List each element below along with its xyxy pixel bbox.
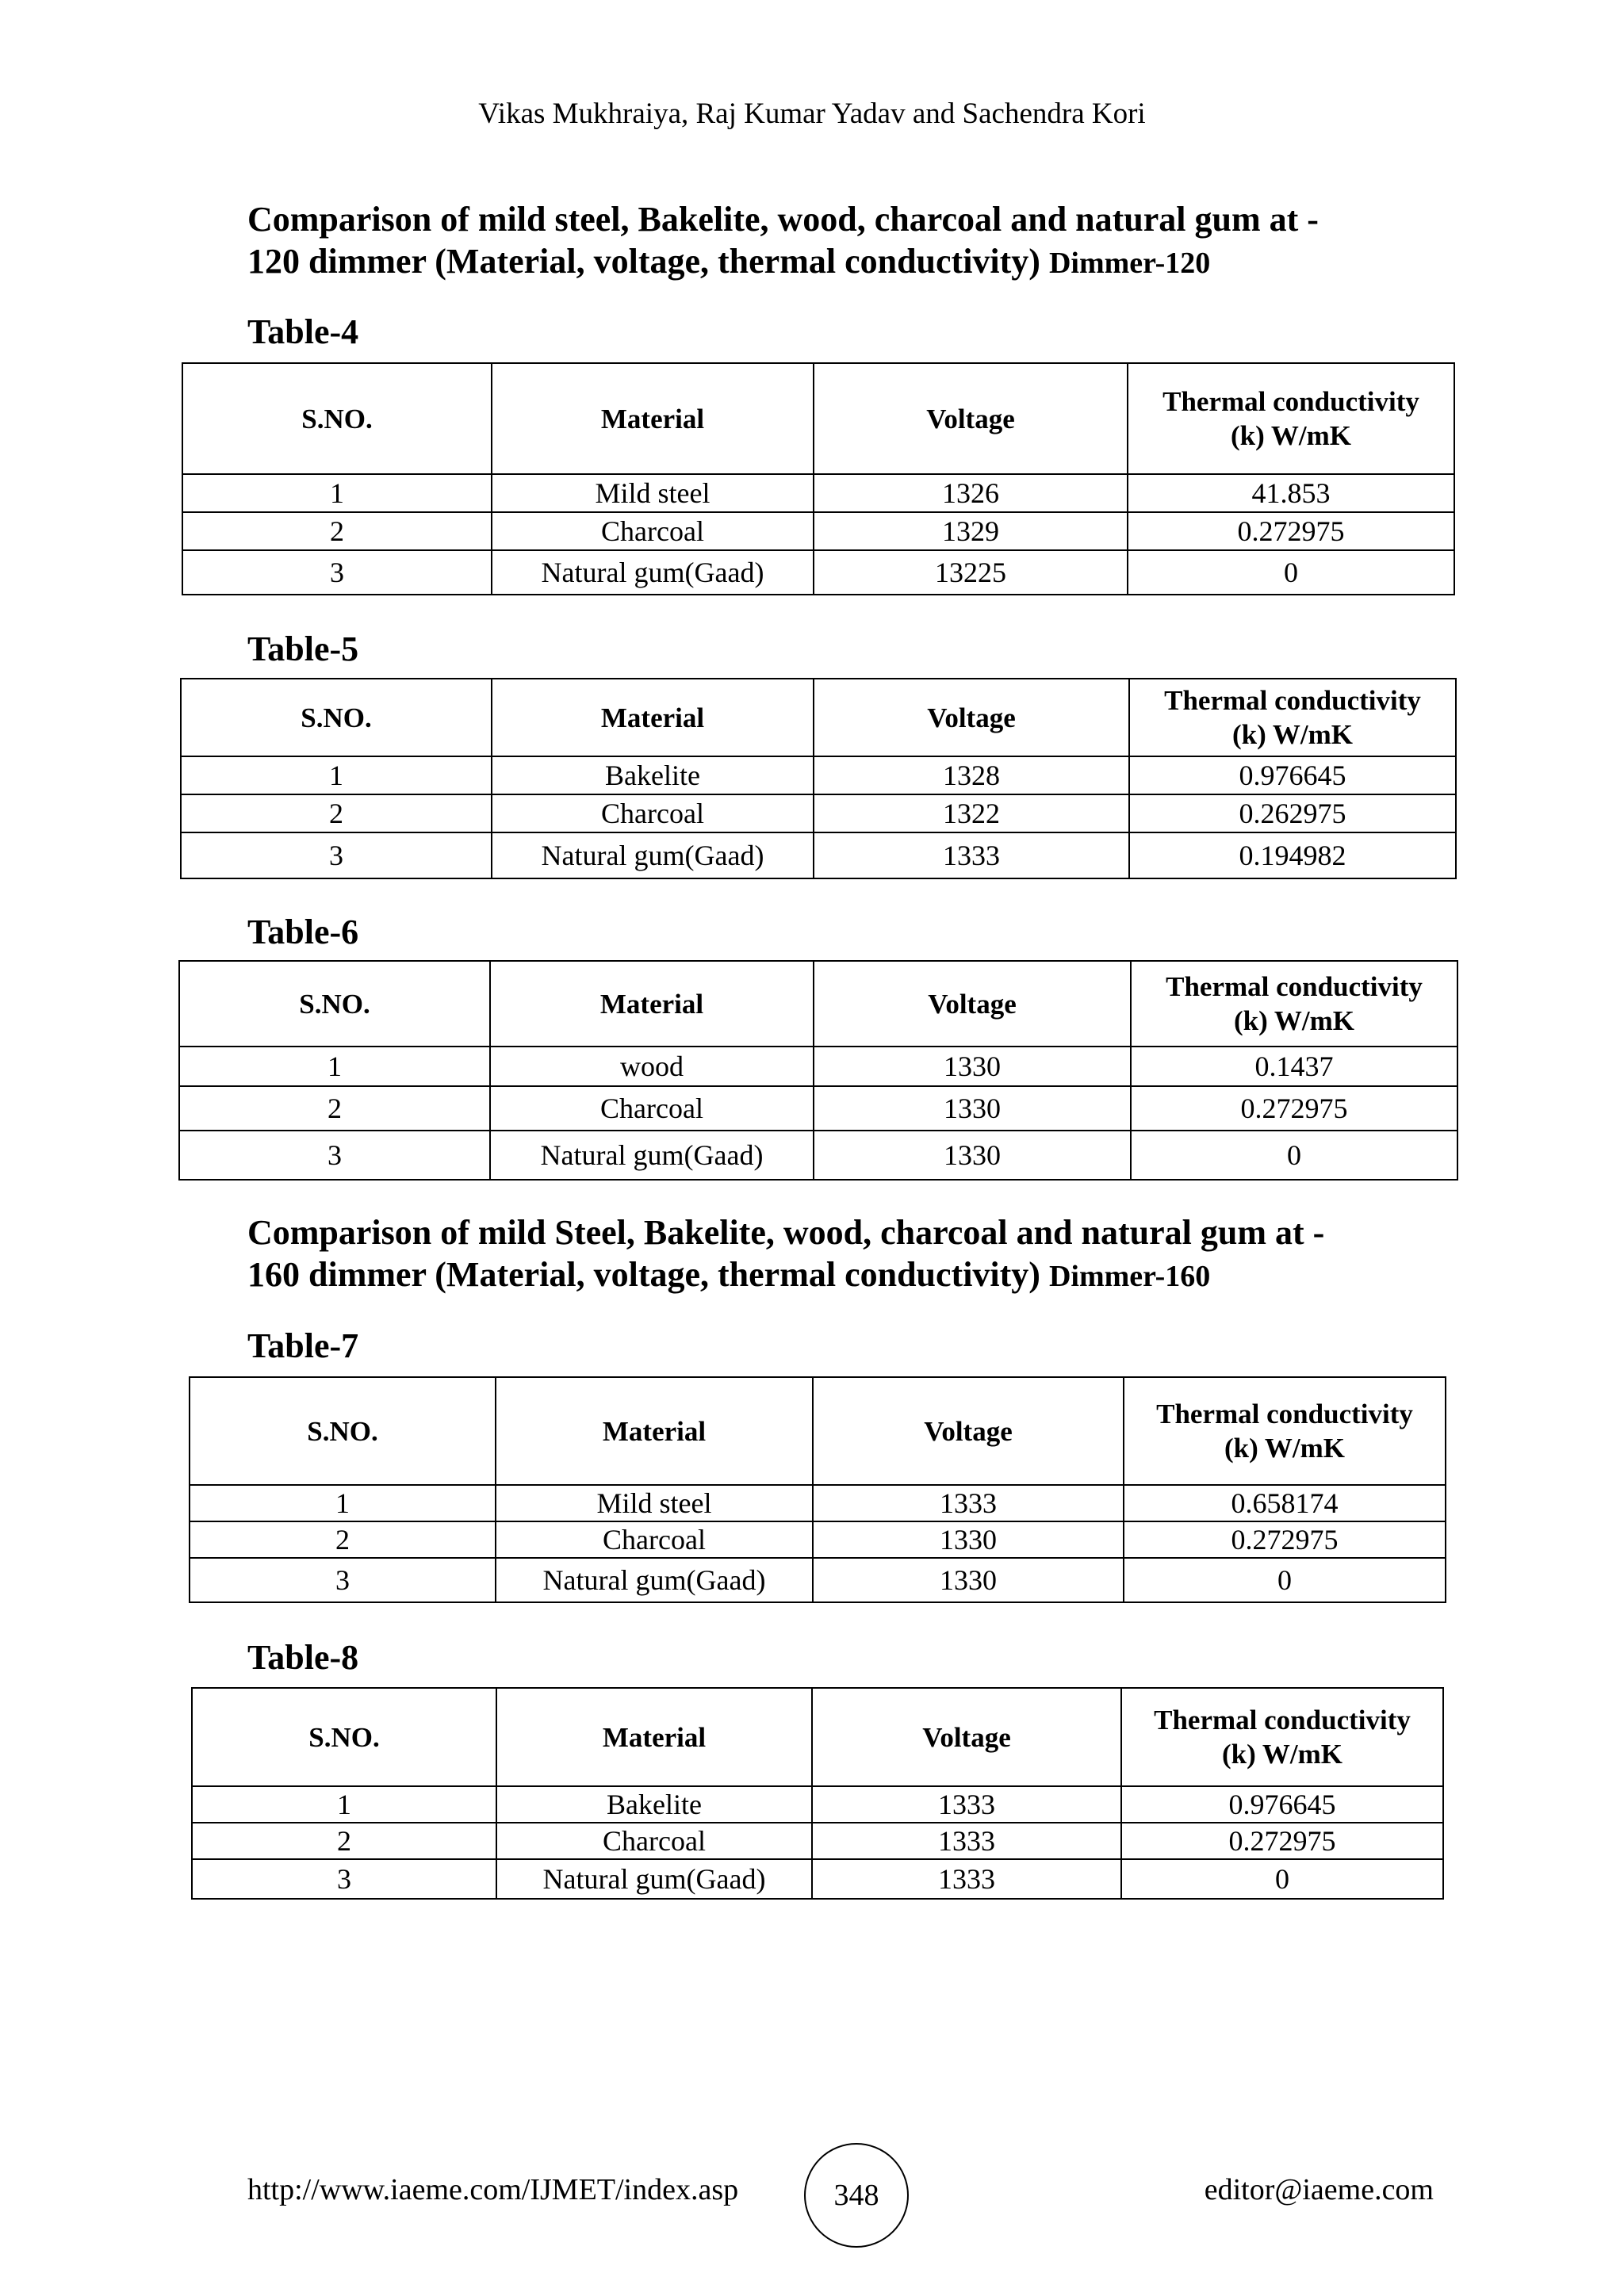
table-caption: Table-7 bbox=[247, 1326, 359, 1365]
cell-thermal-conductivity: 0.1437 bbox=[1131, 1047, 1457, 1086]
table-row bbox=[179, 1047, 1457, 1086]
column-header-voltage: Voltage bbox=[814, 363, 1128, 474]
cell-sno: 2 bbox=[179, 1086, 490, 1131]
table-row bbox=[181, 756, 1456, 794]
cell-sno: 3 bbox=[182, 550, 492, 595]
cell-voltage: 1333 bbox=[814, 832, 1129, 878]
cell-sno: 1 bbox=[190, 1485, 496, 1521]
table-caption: Table-6 bbox=[247, 913, 359, 951]
column-header-thermal-conductivity: Thermal conductivity (k) W/mK bbox=[1131, 961, 1457, 1047]
table-row bbox=[192, 1786, 1443, 1823]
cell-thermal-conductivity: 0 bbox=[1121, 1859, 1443, 1899]
table-row bbox=[181, 794, 1456, 832]
cell-material: Mild steel bbox=[492, 474, 814, 512]
table-header-row bbox=[181, 679, 1456, 756]
data-table-7 bbox=[189, 1376, 1446, 1603]
column-header-thermal-conductivity: Thermal conductivity (k) W/mK bbox=[1124, 1377, 1446, 1485]
data-table-4 bbox=[182, 362, 1455, 595]
cell-material: Mild steel bbox=[496, 1485, 813, 1521]
cell-material: Natural gum(Gaad) bbox=[492, 832, 814, 878]
column-header-sno: S.NO. bbox=[182, 363, 492, 474]
column-header-sno: S.NO. bbox=[179, 961, 490, 1047]
dimmer-label: Dimmer-120 bbox=[1048, 247, 1211, 280]
column-header-thermal-conductivity: Thermal conductivity (k) W/mK bbox=[1129, 679, 1456, 756]
column-header-material: Material bbox=[490, 961, 814, 1047]
column-header-sno: S.NO. bbox=[181, 679, 492, 756]
table-row bbox=[190, 1485, 1446, 1521]
cell-sno: 2 bbox=[181, 794, 492, 832]
cell-material: Charcoal bbox=[492, 512, 814, 550]
table-row bbox=[179, 1086, 1457, 1131]
table-row bbox=[192, 1859, 1443, 1899]
column-header-voltage: Voltage bbox=[813, 1377, 1124, 1485]
cell-voltage: 1330 bbox=[813, 1521, 1124, 1558]
cell-voltage: 1326 bbox=[814, 474, 1128, 512]
data-table-5 bbox=[180, 678, 1457, 879]
cell-voltage: 1330 bbox=[814, 1047, 1131, 1086]
data-table-8 bbox=[191, 1687, 1444, 1900]
cell-thermal-conductivity: 41.853 bbox=[1128, 474, 1454, 512]
cell-material: Charcoal bbox=[492, 794, 814, 832]
table-header-row bbox=[190, 1377, 1446, 1485]
column-header-thermal-conductivity: Thermal conductivity (k) W/mK bbox=[1121, 1688, 1443, 1786]
table-row bbox=[192, 1823, 1443, 1859]
cell-thermal-conductivity: 0 bbox=[1128, 550, 1454, 595]
table-row bbox=[179, 1131, 1457, 1180]
running-header-authors: Vikas Mukhraiya, Raj Kumar Yadav and Sachendra Kori bbox=[478, 98, 1146, 130]
cell-sno: 2 bbox=[192, 1823, 496, 1859]
table-row bbox=[182, 550, 1454, 595]
table-row bbox=[182, 474, 1454, 512]
cell-material: Charcoal bbox=[496, 1521, 813, 1558]
table-caption: Table-5 bbox=[247, 629, 359, 668]
cell-voltage: 1333 bbox=[812, 1859, 1121, 1899]
column-header-sno: S.NO. bbox=[192, 1688, 496, 1786]
cell-sno: 1 bbox=[181, 756, 492, 794]
cell-sno: 3 bbox=[179, 1131, 490, 1180]
column-header-material: Material bbox=[492, 679, 814, 756]
column-header-voltage: Voltage bbox=[814, 679, 1129, 756]
table-caption: Table-8 bbox=[247, 1638, 359, 1677]
cell-material: wood bbox=[490, 1047, 814, 1086]
cell-voltage: 1328 bbox=[814, 756, 1129, 794]
cell-thermal-conductivity: 0.272975 bbox=[1124, 1521, 1446, 1558]
cell-sno: 2 bbox=[190, 1521, 496, 1558]
section-title-dimmer-120 bbox=[247, 198, 1405, 285]
cell-voltage: 1322 bbox=[814, 794, 1129, 832]
cell-thermal-conductivity: 0.272975 bbox=[1131, 1086, 1457, 1131]
cell-sno: 1 bbox=[179, 1047, 490, 1086]
column-header-material: Material bbox=[496, 1688, 812, 1786]
cell-material: Charcoal bbox=[496, 1823, 812, 1859]
footer-journal-url[interactable]: http://www.iaeme.com/IJMET/index.asp bbox=[247, 2173, 739, 2206]
cell-thermal-conductivity: 0.194982 bbox=[1129, 832, 1456, 878]
footer-email[interactable]: editor@iaeme.com bbox=[1204, 2173, 1434, 2206]
cell-sno: 1 bbox=[192, 1786, 496, 1823]
section-title-line2: 160 dimmer (Material, voltage, thermal conductivity) Dimmer-160 bbox=[247, 1255, 1211, 1294]
cell-sno: 3 bbox=[190, 1558, 496, 1602]
column-header-material: Material bbox=[492, 363, 814, 474]
table-row bbox=[190, 1521, 1446, 1558]
cell-material: Natural gum(Gaad) bbox=[490, 1131, 814, 1180]
cell-thermal-conductivity: 0 bbox=[1124, 1558, 1446, 1602]
page-number: 348 bbox=[804, 2143, 909, 2248]
column-header-voltage: Voltage bbox=[812, 1688, 1121, 1786]
cell-voltage: 1333 bbox=[813, 1485, 1124, 1521]
section-title-dimmer-160 bbox=[247, 1211, 1405, 1298]
cell-voltage: 1330 bbox=[814, 1131, 1131, 1180]
table-row bbox=[190, 1558, 1446, 1602]
cell-sno: 3 bbox=[192, 1859, 496, 1899]
section-title-line1: Comparison of mild steel, Bakelite, wood, charcoal and natural gum at - bbox=[247, 200, 1319, 239]
column-header-material: Material bbox=[496, 1377, 813, 1485]
section-title-line1: Comparison of mild Steel, Bakelite, wood, charcoal and natural gum at - bbox=[247, 1213, 1325, 1252]
cell-thermal-conductivity: 0.976645 bbox=[1121, 1786, 1443, 1823]
table-caption: Table-4 bbox=[247, 312, 359, 351]
cell-thermal-conductivity: 0.976645 bbox=[1129, 756, 1456, 794]
cell-thermal-conductivity: 0.272975 bbox=[1121, 1823, 1443, 1859]
cell-material: Natural gum(Gaad) bbox=[496, 1859, 812, 1899]
cell-sno: 2 bbox=[182, 512, 492, 550]
cell-thermal-conductivity: 0.272975 bbox=[1128, 512, 1454, 550]
cell-material: Bakelite bbox=[492, 756, 814, 794]
cell-material: Charcoal bbox=[490, 1086, 814, 1131]
cell-voltage: 1330 bbox=[813, 1558, 1124, 1602]
cell-material: Natural gum(Gaad) bbox=[496, 1558, 813, 1602]
table-row bbox=[182, 512, 1454, 550]
cell-thermal-conductivity: 0.262975 bbox=[1129, 794, 1456, 832]
column-header-thermal-conductivity: Thermal conductivity (k) W/mK bbox=[1128, 363, 1454, 474]
table-header-row bbox=[179, 961, 1457, 1047]
column-header-sno: S.NO. bbox=[190, 1377, 496, 1485]
table-row bbox=[181, 832, 1456, 878]
dimmer-label: Dimmer-160 bbox=[1048, 1260, 1211, 1293]
cell-sno: 3 bbox=[181, 832, 492, 878]
cell-voltage: 1330 bbox=[814, 1086, 1131, 1131]
column-header-voltage: Voltage bbox=[814, 961, 1131, 1047]
cell-material: Natural gum(Gaad) bbox=[492, 550, 814, 595]
table-header-row bbox=[192, 1688, 1443, 1786]
data-table-6 bbox=[178, 960, 1458, 1181]
section-title-line2: 120 dimmer (Material, voltage, thermal conductivity) Dimmer-120 bbox=[247, 242, 1211, 281]
cell-voltage: 1329 bbox=[814, 512, 1128, 550]
cell-sno: 1 bbox=[182, 474, 492, 512]
cell-material: Bakelite bbox=[496, 1786, 812, 1823]
table-header-row bbox=[182, 363, 1454, 474]
cell-voltage: 1333 bbox=[812, 1786, 1121, 1823]
cell-voltage: 1333 bbox=[812, 1823, 1121, 1859]
cell-voltage: 13225 bbox=[814, 550, 1128, 595]
cell-thermal-conductivity: 0.658174 bbox=[1124, 1485, 1446, 1521]
cell-thermal-conductivity: 0 bbox=[1131, 1131, 1457, 1180]
